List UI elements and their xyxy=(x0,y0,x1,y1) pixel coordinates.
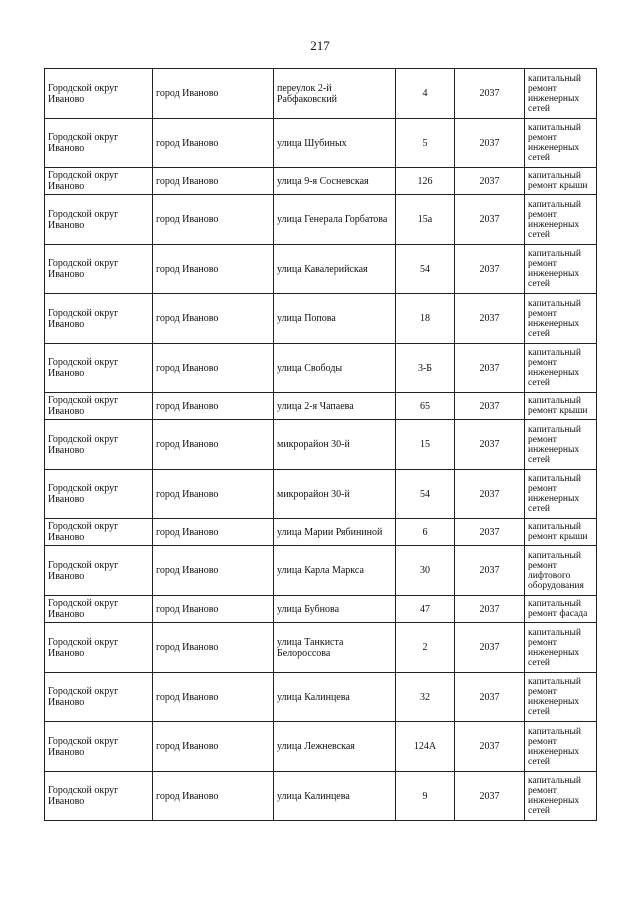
work-type-cell: капитальный ремонт инженерных сетей xyxy=(525,245,597,294)
city-cell: город Иваново xyxy=(153,69,274,119)
house-cell: 6 xyxy=(396,519,455,546)
house-cell: 54 xyxy=(396,470,455,519)
district-cell: Городской округ Иваново xyxy=(45,168,153,195)
street-cell: улица Кавалерийская xyxy=(274,245,396,294)
work-type-cell: капитальный ремонт инженерных сетей xyxy=(525,722,597,772)
table-row xyxy=(45,546,597,596)
year-cell: 2037 xyxy=(455,470,525,519)
page-number: 217 xyxy=(310,38,330,53)
district-cell: Городской округ Иваново xyxy=(45,596,153,623)
street-cell: улица Карла Маркса xyxy=(274,546,396,596)
city-cell: город Иваново xyxy=(153,393,274,420)
year-cell: 2037 xyxy=(455,623,525,673)
table-row xyxy=(45,344,597,393)
year-cell: 2037 xyxy=(455,420,525,470)
city-cell: город Иваново xyxy=(153,168,274,195)
district-cell: Городской округ Иваново xyxy=(45,344,153,393)
street-cell: улица 9-я Сосневская xyxy=(274,168,396,195)
city-cell: город Иваново xyxy=(153,420,274,470)
table-row xyxy=(45,623,597,673)
district-cell: Городской округ Иваново xyxy=(45,519,153,546)
district-cell: Городской округ Иваново xyxy=(45,673,153,722)
house-cell: 2 xyxy=(396,623,455,673)
year-cell: 2037 xyxy=(455,294,525,344)
street-cell: улица Бубнова xyxy=(274,596,396,623)
table-row xyxy=(45,673,597,722)
year-cell: 2037 xyxy=(455,673,525,722)
city-cell: город Иваново xyxy=(153,294,274,344)
table-row xyxy=(45,195,597,245)
house-cell: 18 xyxy=(396,294,455,344)
street-cell: микрорайон 30-й xyxy=(274,470,396,519)
work-type-cell: капитальный ремонт фасада xyxy=(525,596,597,623)
city-cell: город Иваново xyxy=(153,519,274,546)
street-cell: переулок 2-й Рабфаковский xyxy=(274,69,396,119)
district-cell: Городской округ Иваново xyxy=(45,195,153,245)
work-type-cell: капитальный ремонт инженерных сетей xyxy=(525,195,597,245)
table-row xyxy=(45,393,597,420)
city-cell: город Иваново xyxy=(153,470,274,519)
city-cell: город Иваново xyxy=(153,623,274,673)
house-cell: 4 xyxy=(396,69,455,119)
year-cell: 2037 xyxy=(455,546,525,596)
work-type-cell: капитальный ремонт крыши xyxy=(525,519,597,546)
year-cell: 2037 xyxy=(455,596,525,623)
street-cell: улица Калинцева xyxy=(274,772,396,821)
year-cell: 2037 xyxy=(455,168,525,195)
table-row xyxy=(45,596,597,623)
year-cell: 2037 xyxy=(455,344,525,393)
house-cell: 5 xyxy=(396,119,455,168)
city-cell: город Иваново xyxy=(153,596,274,623)
work-type-cell: капитальный ремонт инженерных сетей xyxy=(525,420,597,470)
district-cell: Городской округ Иваново xyxy=(45,722,153,772)
city-cell: город Иваново xyxy=(153,673,274,722)
table-row xyxy=(45,470,597,519)
table-row xyxy=(45,168,597,195)
district-cell: Городской округ Иваново xyxy=(45,420,153,470)
year-cell: 2037 xyxy=(455,722,525,772)
district-cell: Городской округ Иваново xyxy=(45,470,153,519)
house-cell: 9 xyxy=(396,772,455,821)
district-cell: Городской округ Иваново xyxy=(45,119,153,168)
district-cell: Городской округ Иваново xyxy=(45,623,153,673)
city-cell: город Иваново xyxy=(153,245,274,294)
city-cell: город Иваново xyxy=(153,344,274,393)
house-cell: 54 xyxy=(396,245,455,294)
work-type-cell: капитальный ремонт инженерных сетей xyxy=(525,344,597,393)
year-cell: 2037 xyxy=(455,772,525,821)
work-type-cell: капитальный ремонт инженерных сетей xyxy=(525,69,597,119)
repair-schedule-table xyxy=(44,68,597,821)
street-cell: улица 2-я Чапаева xyxy=(274,393,396,420)
table-row xyxy=(45,420,597,470)
work-type-cell: капитальный ремонт лифтового оборудования xyxy=(525,546,597,596)
city-cell: город Иваново xyxy=(153,772,274,821)
house-cell: 124А xyxy=(396,722,455,772)
year-cell: 2037 xyxy=(455,195,525,245)
work-type-cell: капитальный ремонт крыши xyxy=(525,168,597,195)
year-cell: 2037 xyxy=(455,393,525,420)
table-row xyxy=(45,772,597,821)
street-cell: улица Свободы xyxy=(274,344,396,393)
house-cell: 15 xyxy=(396,420,455,470)
district-cell: Городской округ Иваново xyxy=(45,69,153,119)
house-cell: 15а xyxy=(396,195,455,245)
house-cell: 126 xyxy=(396,168,455,195)
house-cell: 3-Б xyxy=(396,344,455,393)
year-cell: 2037 xyxy=(455,245,525,294)
work-type-cell: капитальный ремонт инженерных сетей xyxy=(525,772,597,821)
year-cell: 2037 xyxy=(455,119,525,168)
work-type-cell: капитальный ремонт инженерных сетей xyxy=(525,623,597,673)
city-cell: город Иваново xyxy=(153,722,274,772)
table-row xyxy=(45,294,597,344)
street-cell: улица Танкиста Белороссова xyxy=(274,623,396,673)
street-cell: улица Попова xyxy=(274,294,396,344)
district-cell: Городской округ Иваново xyxy=(45,393,153,420)
house-cell: 65 xyxy=(396,393,455,420)
house-cell: 32 xyxy=(396,673,455,722)
city-cell: город Иваново xyxy=(153,119,274,168)
table-row xyxy=(45,69,597,119)
district-cell: Городской округ Иваново xyxy=(45,294,153,344)
street-cell: улица Генерала Горбатова xyxy=(274,195,396,245)
district-cell: Городской округ Иваново xyxy=(45,772,153,821)
street-cell: улица Калинцева xyxy=(274,673,396,722)
street-cell: микрорайон 30-й xyxy=(274,420,396,470)
house-cell: 30 xyxy=(396,546,455,596)
district-cell: Городской округ Иваново xyxy=(45,546,153,596)
street-cell: улица Лежневская xyxy=(274,722,396,772)
work-type-cell: капитальный ремонт инженерных сетей xyxy=(525,294,597,344)
table-row xyxy=(45,722,597,772)
street-cell: улица Марии Рябининой xyxy=(274,519,396,546)
district-cell: Городской округ Иваново xyxy=(45,245,153,294)
street-cell: улица Шубиных xyxy=(274,119,396,168)
table-row xyxy=(45,245,597,294)
city-cell: город Иваново xyxy=(153,195,274,245)
table-row xyxy=(45,519,597,546)
work-type-cell: капитальный ремонт инженерных сетей xyxy=(525,119,597,168)
year-cell: 2037 xyxy=(455,519,525,546)
house-cell: 47 xyxy=(396,596,455,623)
city-cell: город Иваново xyxy=(153,546,274,596)
table-row xyxy=(45,119,597,168)
work-type-cell: капитальный ремонт инженерных сетей xyxy=(525,673,597,722)
work-type-cell: капитальный ремонт крыши xyxy=(525,393,597,420)
year-cell: 2037 xyxy=(455,69,525,119)
work-type-cell: капитальный ремонт инженерных сетей xyxy=(525,470,597,519)
